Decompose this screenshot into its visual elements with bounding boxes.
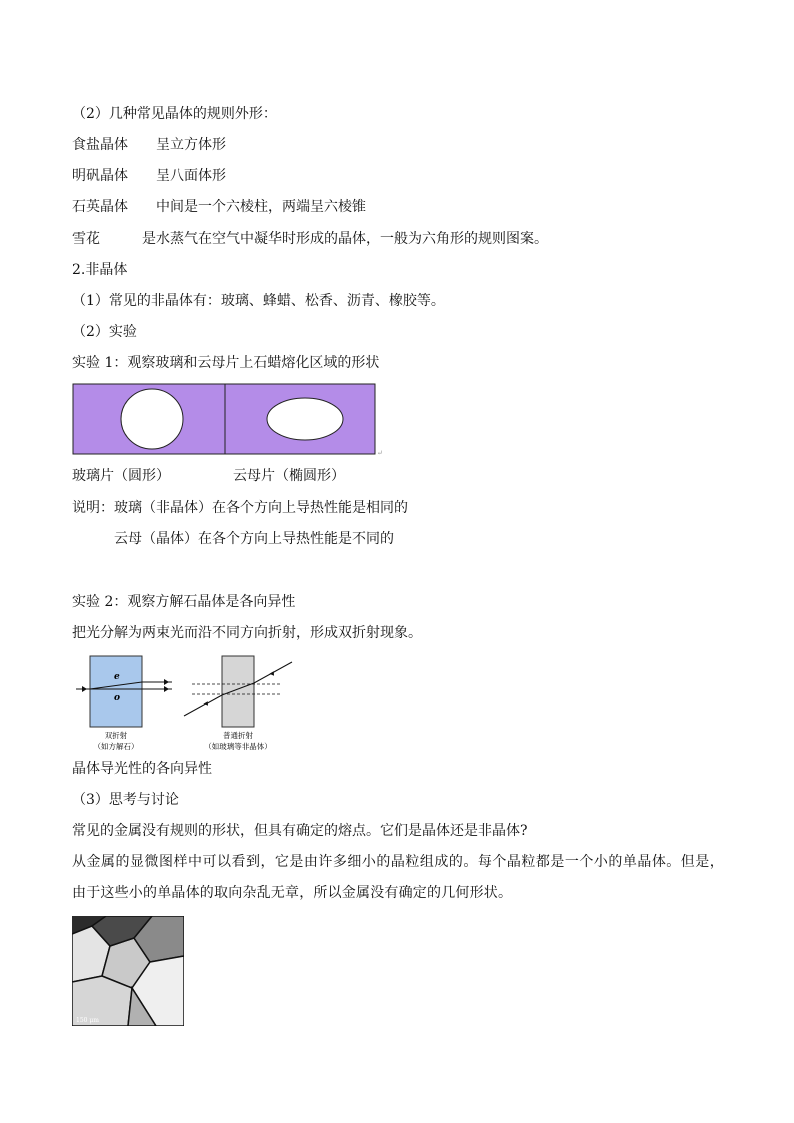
experiment2-caption: 晶体导光性的各向异性 xyxy=(72,761,212,777)
shape-item-desc: 呈八面体形 xyxy=(156,168,226,184)
shape-item-snow xyxy=(72,229,548,249)
label-o: o xyxy=(114,693,121,703)
discussion-heading: （3）思考与讨论 xyxy=(72,792,179,808)
amorphous-common: （1）常见的非晶体有：玻璃、蜂蜡、松香、沥青、橡胶等。 xyxy=(72,293,445,309)
discussion-question: 常见的金属没有规则的形状，但具有确定的熔点。它们是晶体还是非晶体? xyxy=(72,823,528,839)
experiment2-title: 实验 2：观察方解石晶体是各向异性 xyxy=(72,594,296,610)
caption-ordinary-refraction: 普通折射 xyxy=(223,731,253,740)
shape-item-name: 明矾晶体 xyxy=(72,168,128,184)
mica-melt-ellipse xyxy=(267,398,343,440)
label-e: e xyxy=(114,672,120,682)
glass-block xyxy=(222,656,254,727)
experiment-heading: （2）实验 xyxy=(72,324,137,340)
paragraph-mark: ↵ xyxy=(377,449,383,457)
shape-item-quartz xyxy=(72,197,366,217)
shape-item-name: 食盐晶体 xyxy=(72,137,128,153)
shapes-heading: （2）几种常见晶体的规则外形： xyxy=(72,106,277,122)
caption-double-refraction: 双折射 xyxy=(104,731,128,740)
discussion-answer: 从金属的显微图样中可以看到，它是由许多细小的晶粒组成的。每个晶粒都是一个小的单晶体。但是，由于这些小的单晶体的取向杂乱无章，所以金属没有确定的几何形状。 xyxy=(72,854,724,901)
experiment1-title: 实验 1：观察玻璃和云母片上石蜡熔化区域的形状 xyxy=(72,355,380,371)
incident-ray xyxy=(184,695,222,716)
shape-item-name: 雪花 xyxy=(72,231,100,247)
metal-micrograph xyxy=(72,916,184,1026)
experiment1-note1: 说明：玻璃（非晶体）在各个方向上导热性能是相同的 xyxy=(72,500,408,516)
label-mica: 云母片（椭圆形） xyxy=(233,468,345,484)
calcite-block xyxy=(90,656,142,727)
shape-item-desc: 呈立方体形 xyxy=(156,137,226,153)
scale-label: 150 μm xyxy=(76,1017,99,1024)
amorphous-title: 2.非晶体 xyxy=(72,262,128,278)
arrow-icon xyxy=(164,686,169,692)
experiment2-desc: 把光分解为两束光而沿不同方向折射，形成双折射现象。 xyxy=(72,625,422,641)
arrow-icon xyxy=(82,686,87,692)
experiment1-figure xyxy=(72,383,384,457)
label-glass: 玻璃片（圆形） xyxy=(72,468,170,484)
experiment2-figure xyxy=(72,652,302,752)
shape-item-alum xyxy=(72,166,226,186)
experiment1-note2: 云母（晶体）在各个方向上导热性能是不同的 xyxy=(114,531,394,547)
shape-item-name: 石英晶体 xyxy=(72,199,128,215)
glass-melt-circle xyxy=(121,389,183,449)
arrow-icon xyxy=(164,679,169,685)
shape-item-salt xyxy=(72,135,226,155)
caption-calcite: （如方解石） xyxy=(93,742,139,751)
shape-item-desc: 是水蒸气在空气中凝华时形成的晶体，一般为六角形的规则图案。 xyxy=(142,231,548,247)
caption-glass: （如玻璃等非晶体） xyxy=(204,742,272,751)
shape-item-desc: 中间是一个六棱柱，两端呈六棱锥 xyxy=(156,199,366,215)
